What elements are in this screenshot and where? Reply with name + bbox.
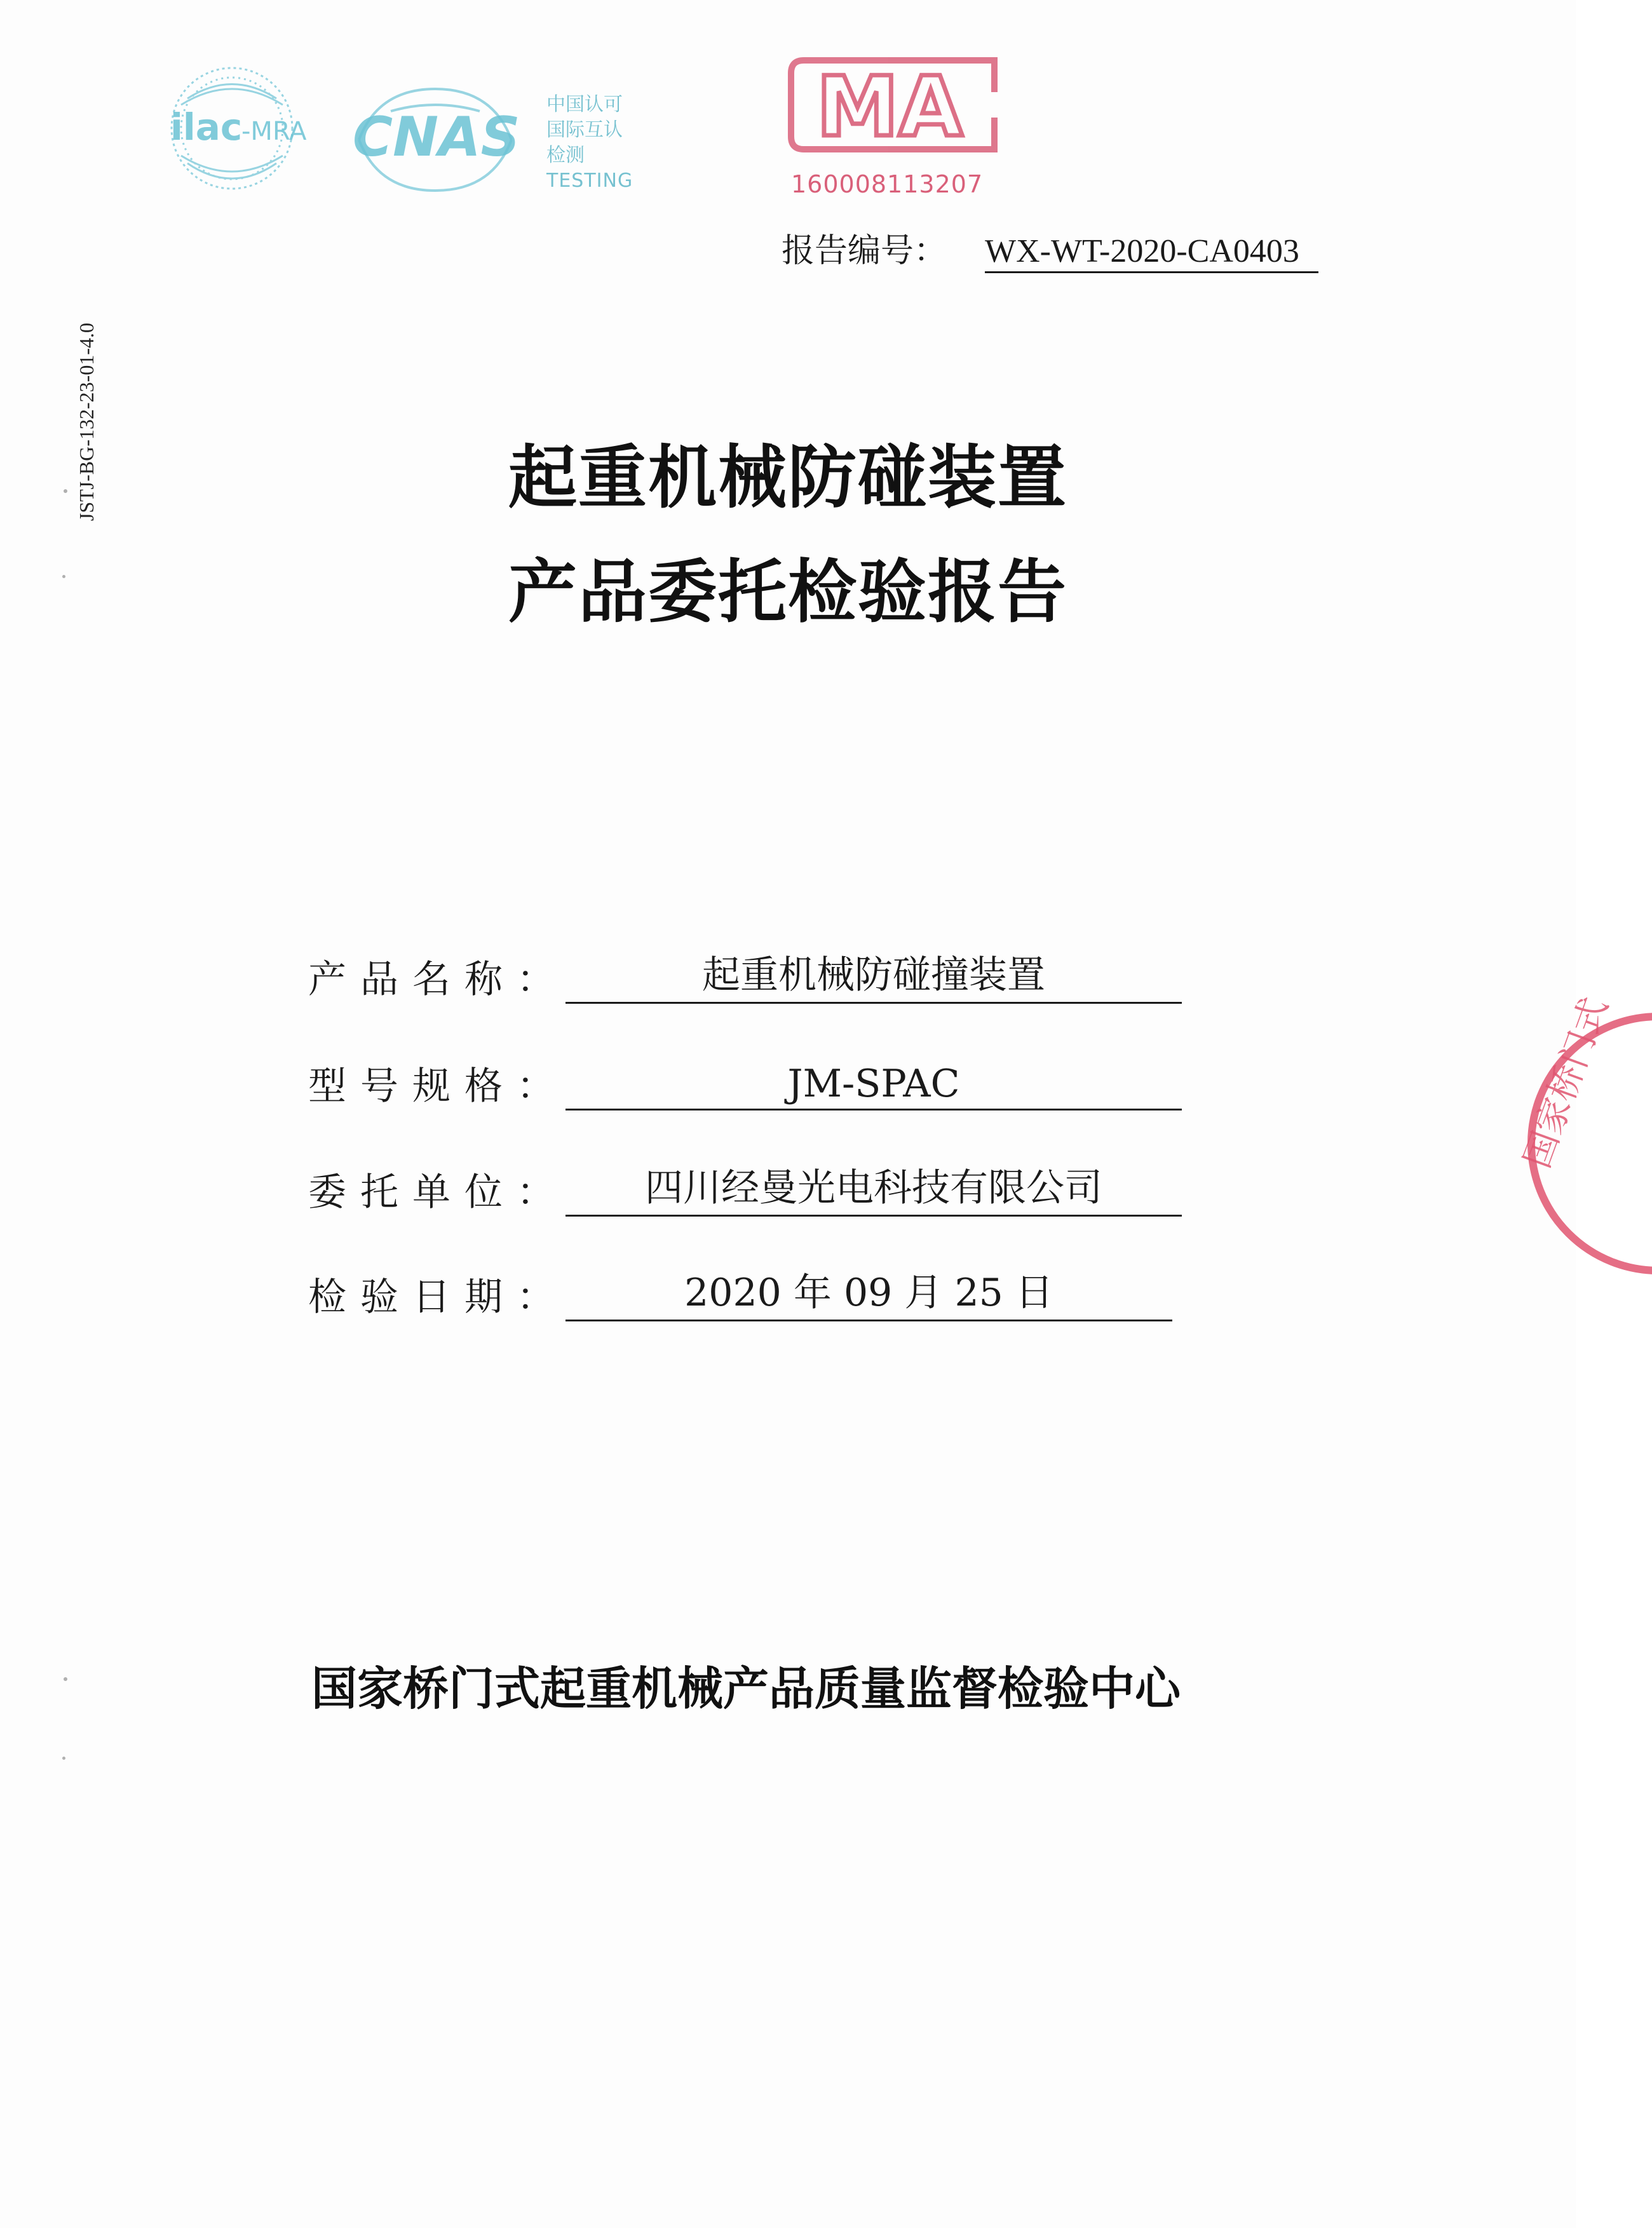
svg-text:MA: MA [816, 58, 963, 155]
svg-text:-MRA: -MRA [241, 117, 307, 146]
ilac-mra-logo-icon [152, 60, 311, 197]
cnas-line-2: 国际互认 [546, 119, 623, 141]
scan-speck [62, 575, 65, 578]
field-label: 委托单位： [308, 1170, 569, 1215]
cnas-side-text [546, 92, 654, 194]
report-number-value: WX-WT-2020-CA0403 [985, 233, 1318, 273]
report-title-line-1: 起重机械防碰装置 [508, 438, 1067, 518]
svg-text:ilac: ilac [170, 105, 243, 149]
field-inspection-date [308, 1271, 1172, 1321]
field-value: 起重机械防碰撞装置 [565, 945, 1182, 1004]
report-number-label: 报告编号： [782, 232, 947, 270]
side-document-code: JSTJ-BG-132-23-01-4.0 [75, 323, 98, 521]
report-number [782, 224, 1318, 273]
cnas-line-4: TESTING [546, 170, 633, 192]
field-label: 产品名称： [308, 957, 569, 1002]
scan-speck [64, 1677, 67, 1681]
cnas-logo-icon [340, 76, 531, 203]
cma-seal-icon [778, 48, 1007, 162]
scan-speck [62, 1757, 65, 1760]
field-value: JM-SPAC [565, 1062, 1182, 1111]
field-value: 四川经曼光电科技有限公司 [565, 1158, 1182, 1217]
issuing-organization: 国家桥门式起重机械产品质量监督检验中心 [311, 1661, 1181, 1715]
report-title-line-2: 产品委托检验报告 [508, 552, 1067, 632]
field-value: 2020 年 09 月 25 日 [565, 1262, 1172, 1321]
svg-text:CNAS: CNAS [353, 105, 520, 169]
cma-number: 160008113207 [791, 170, 984, 198]
field-label: 检验日期： [308, 1275, 569, 1320]
field-model-spec [308, 1060, 1182, 1111]
cnas-line-3: 检测 [546, 144, 585, 166]
field-label: 型号规格： [308, 1064, 569, 1109]
red-official-seal-icon [1500, 992, 1652, 1277]
scan-speck [64, 489, 67, 493]
cnas-line-1: 中国认可 [546, 93, 623, 116]
field-client-unit [308, 1166, 1182, 1217]
svg-text:国家桥门式: 国家桥门式 [1516, 992, 1616, 1174]
field-product-name [308, 953, 1182, 1004]
